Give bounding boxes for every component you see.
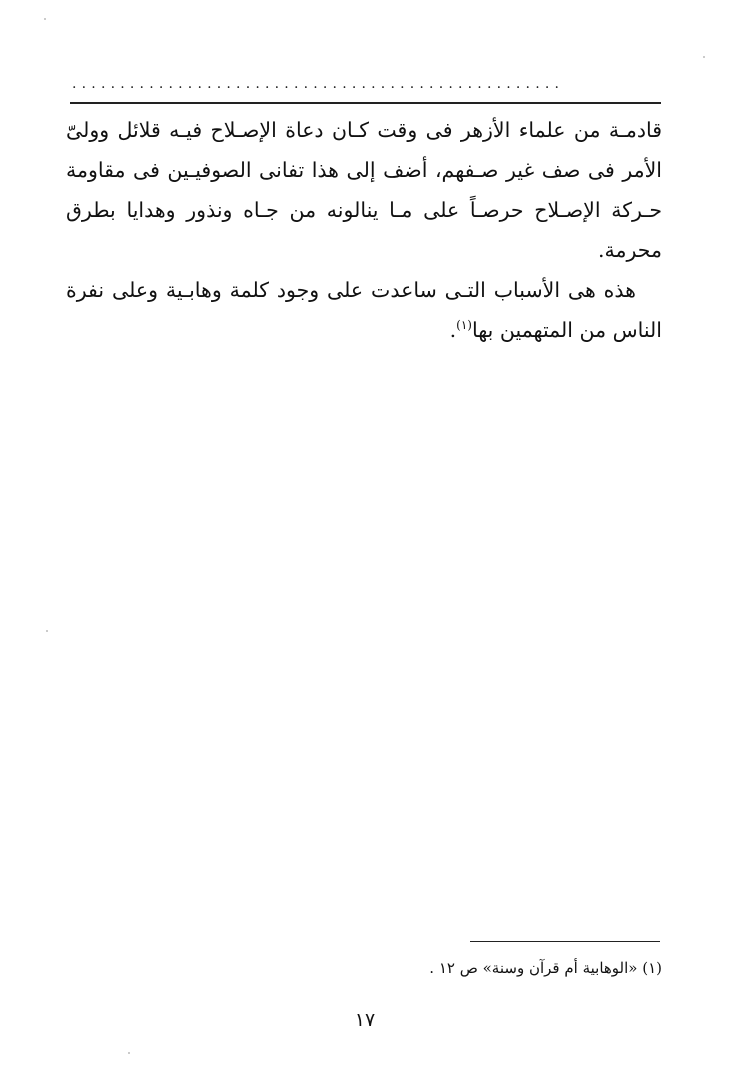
footnote: (١) «الوهابية أم قرآن وسنة» ص ١٢ . xyxy=(429,959,662,977)
paragraph-2 xyxy=(66,270,662,350)
header-dotted-line: ................................................... xyxy=(72,78,565,90)
paragraph-1: قادمـة من علماء الأزهر فى وقت كـان دعاة الإصـلاح فيـه قلائل وولىّ الأمر فى صف غير صـفهم، أضف إلى هذا تفانى الصوفيـين فى مقاومة حـركة الإصـلاح حرصـاً على مـا ينالونه من جـاه ونذور وهدايا بطرق محرمة. xyxy=(66,118,662,262)
scan-speck xyxy=(128,1052,130,1054)
paragraph-2-end: . xyxy=(449,318,457,342)
paragraph-2-text: هذه هى الأسباب التـى ساعدت على وجود كلمة وهابـية وعلى نفرة الناس من المتهمين بها xyxy=(66,278,662,342)
scan-speck xyxy=(46,630,48,632)
footnote-separator xyxy=(470,941,660,942)
header-rule xyxy=(70,102,661,104)
page-number: ١٧ xyxy=(354,1009,376,1031)
footnote-reference[interactable]: (١) xyxy=(456,318,472,333)
scan-speck xyxy=(703,56,705,58)
main-text xyxy=(66,110,662,350)
scan-speck xyxy=(44,18,46,20)
